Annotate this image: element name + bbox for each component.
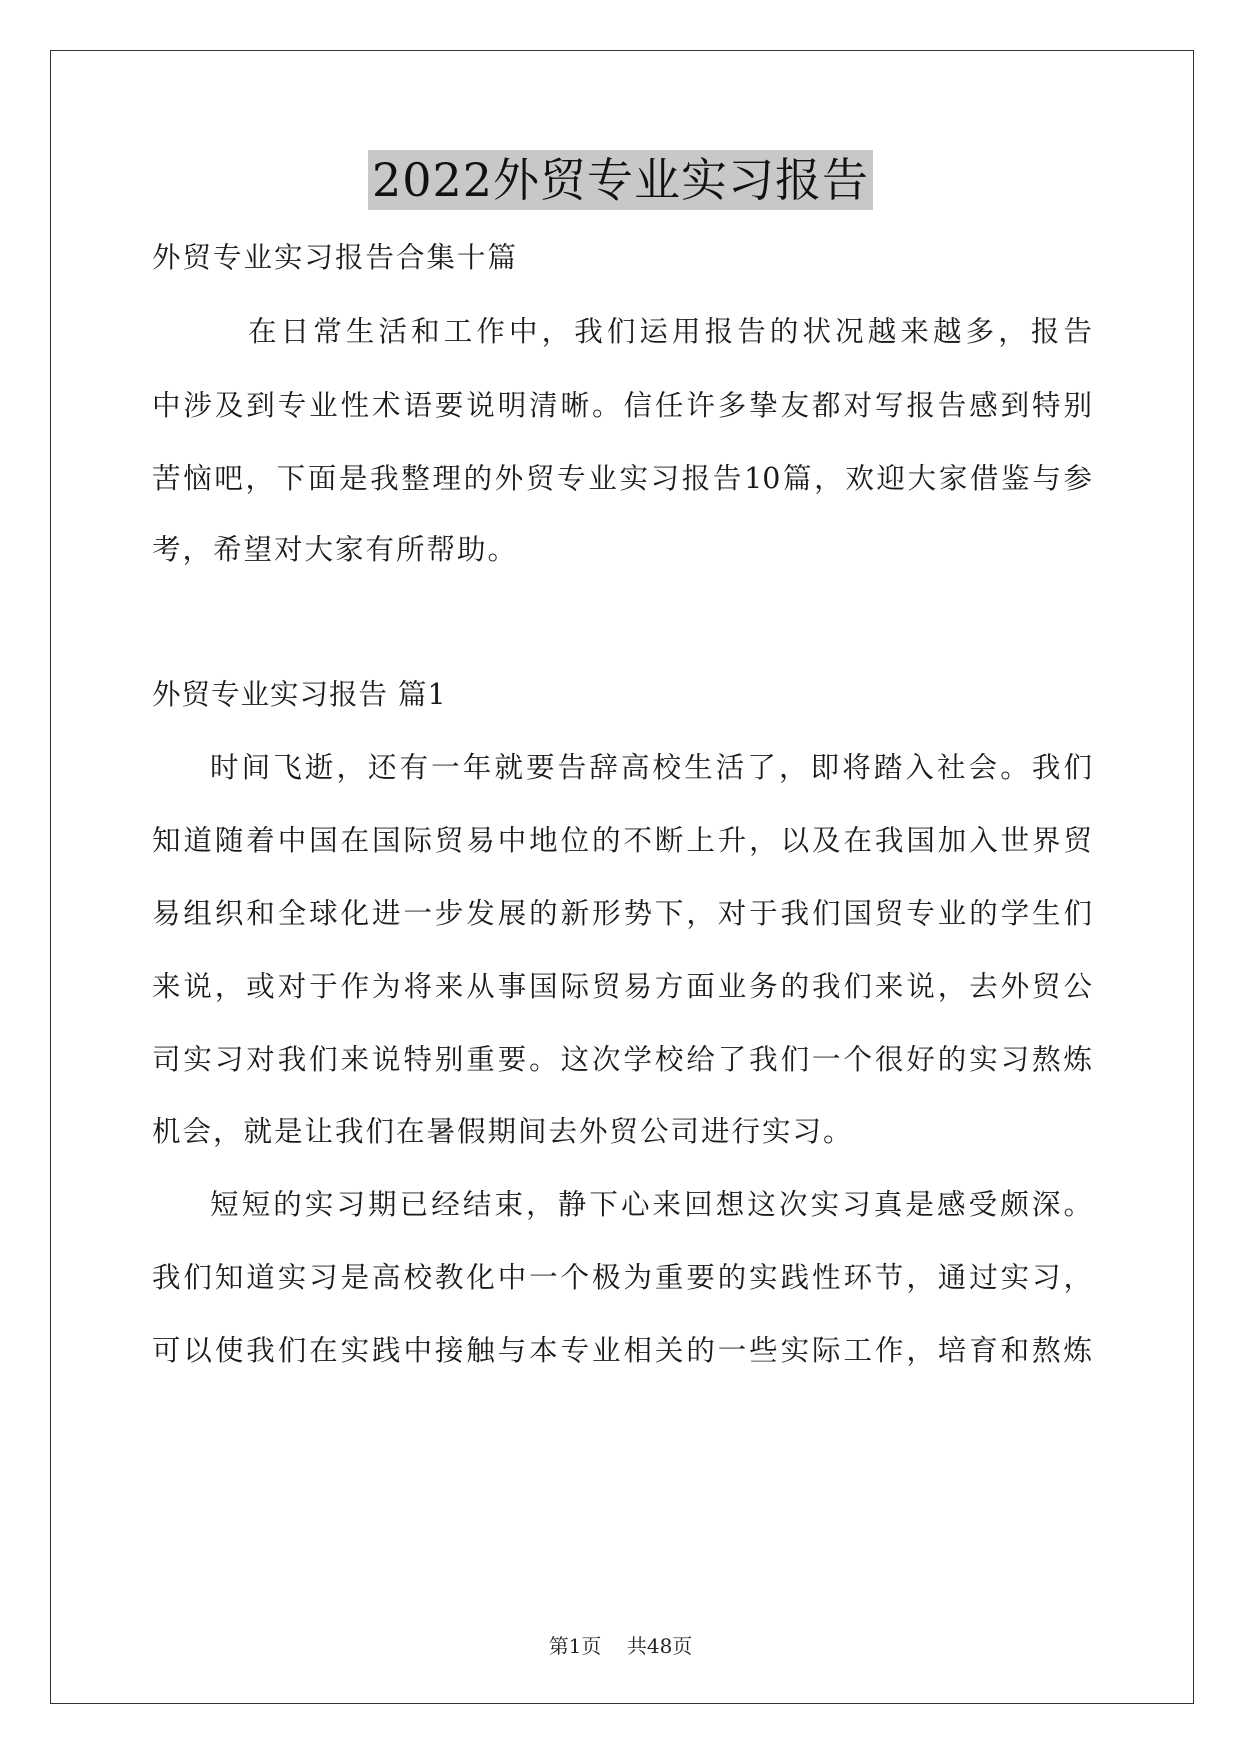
document-title: 2022外贸专业实习报告 [368,150,873,210]
para1-line-1: 时间飞逝，还有一年就要告辞高校生活了，即将踏入社会。我们 [210,751,1092,784]
intro-line-3: 苦恼吧，下面是我整理的外贸专业实习报告10篇，欢迎大家借鉴与参 [152,462,1092,495]
section-heading: 外贸专业实习报告 篇1 [152,678,447,711]
para1-line-3: 易组织和全球化进一步发展的新形势下，对于我们国贸专业的学生们 [152,897,1092,930]
intro-line-1: 在日常生活和工作中，我们运用报告的状况越来越多，报告 [248,315,1092,348]
document-subtitle: 外贸专业实习报告合集十篇 [152,241,519,274]
para2-line-3: 可以使我们在实践中接触与本专业相关的一些实际工作，培育和熬炼 [152,1334,1092,1367]
para1-line-5: 司实习对我们来说特别重要。这次学校给了我们一个很好的实习熬炼 [152,1043,1092,1076]
para1-line-6: 机会，就是让我们在暑假期间去外贸公司进行实习。 [152,1115,854,1148]
intro-line-2: 中涉及到专业性术语要说明清晰。信任许多挚友都对写报告感到特别 [152,389,1092,422]
title-container [0,150,1241,210]
para1-line-2: 知道随着中国在国际贸易中地位的不断上升，以及在我国加入世界贸 [152,824,1092,857]
page-footer: 第1页 共48页 [548,1634,693,1658]
para1-line-4: 来说，或对于作为将来从事国际贸易方面业务的我们来说，去外贸公 [152,970,1092,1003]
page-border [50,50,1194,1704]
para2-line-2: 我们知道实习是高校教化中一个极为重要的实践性环节，通过实习， [152,1261,1092,1294]
intro-line-4: 考，希望对大家有所帮助。 [152,533,519,566]
para2-line-1: 短短的实习期已经结束，静下心来回想这次实习真是感受颇深。 [210,1188,1092,1221]
